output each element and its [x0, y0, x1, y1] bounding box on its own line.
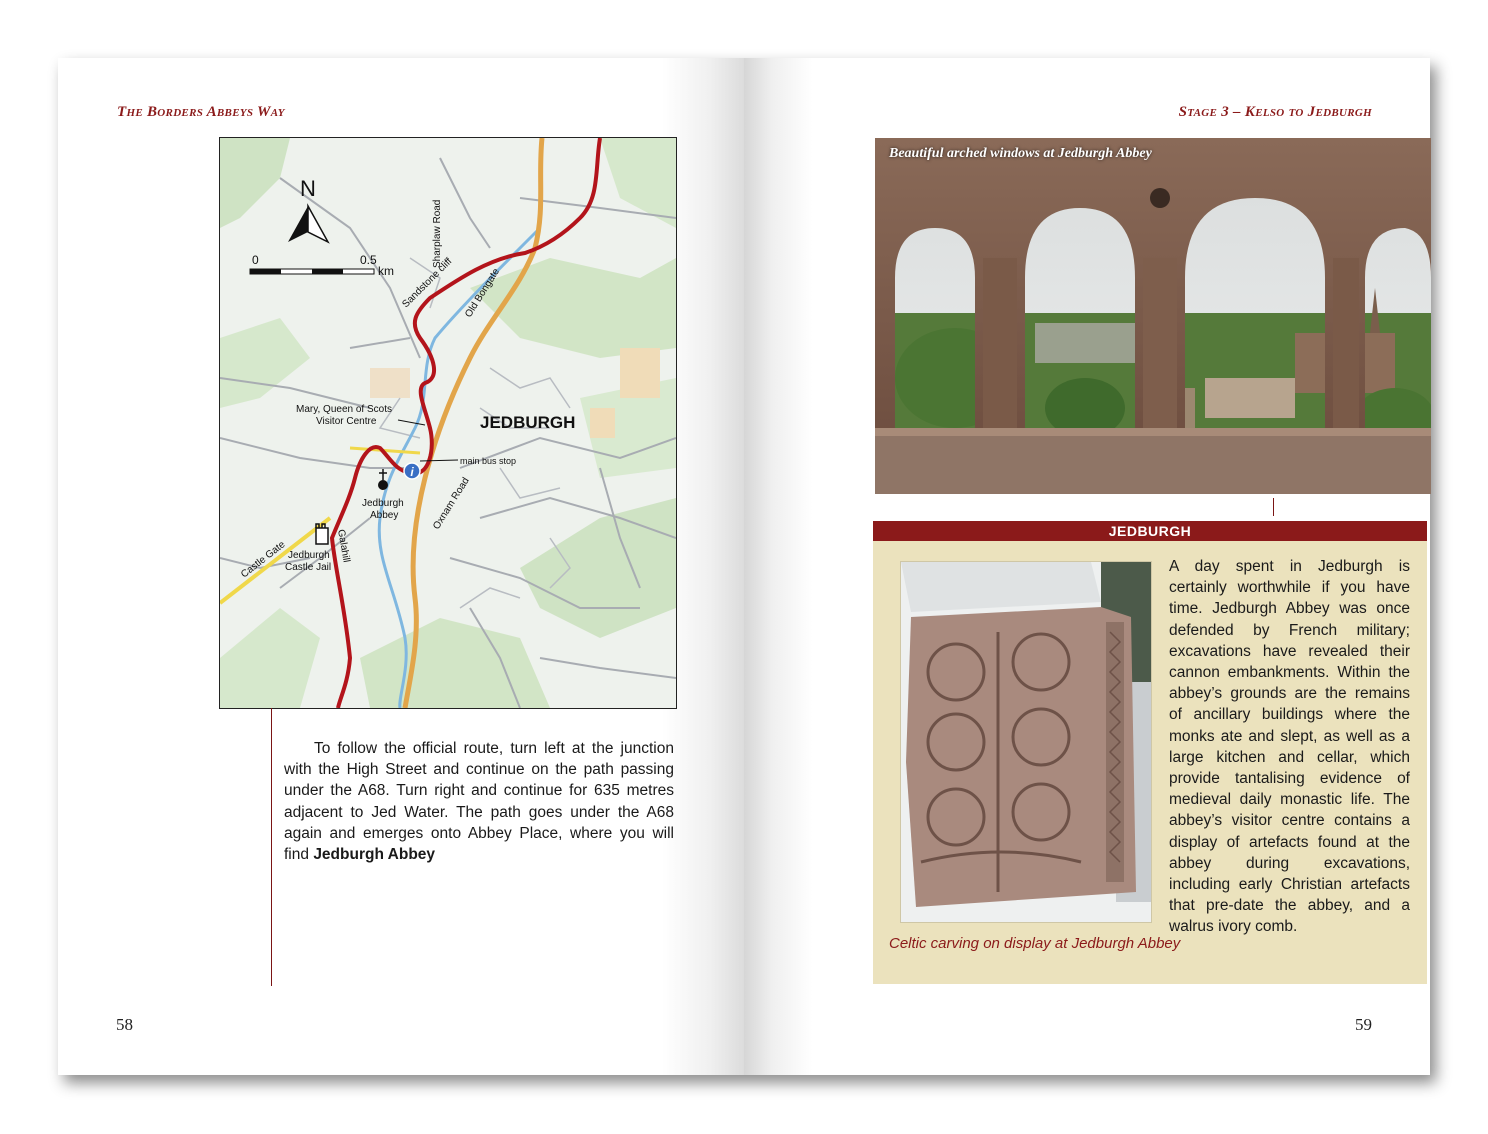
running-head-right: Stage 3 – Kelso to Jedburgh [1178, 104, 1372, 120]
svg-text:Castle Jail: Castle Jail [285, 562, 332, 573]
running-head-left: The Borders Abbeys Way [117, 104, 285, 120]
map-town-label: JEDBURGH [480, 413, 576, 432]
book-spread [58, 58, 1430, 1075]
page-number-left: 58 [116, 1015, 133, 1034]
photo-caption: Beautiful arched windows at Jedburgh Abbey [889, 146, 1152, 161]
jedburgh-description: A day spent in Jedburgh is certainly worthwhile if you have time. Jedburgh Abbey was once defended by French military; excavations have revealed their cannon embankments. Within the abbey’s grounds are the remains of ancillary buildings where the monks ate and slept, as well as a large kitchen and cellar, which provide tantalising evidence of medieval daily monastic life. The abbey’s visitor centre contains a display of artefacts found at the abbey during excavations, including early Christian artefacts that pre-date the abbey, and a walrus ivory comb. [1169, 558, 1410, 936]
svg-text:Visitor Centre: Visitor Centre [316, 416, 377, 427]
svg-text:Jedburgh: Jedburgh [362, 498, 404, 509]
left-page [58, 58, 744, 1075]
svg-text:Abbey: Abbey [370, 510, 399, 521]
box-heading: JEDBURGH [873, 521, 1427, 541]
photo-rule [1273, 498, 1274, 516]
svg-text:Old Bongate: Old Bongate [463, 266, 503, 320]
carving-caption: Celtic carving on display at Jedburgh Abbey [889, 935, 1181, 952]
celtic-carving-photo [900, 561, 1152, 923]
svg-text:Sandstone cliff: Sandstone cliff [400, 256, 455, 311]
svg-text:Galahill: Galahill [335, 528, 352, 564]
svg-text:Jedburgh: Jedburgh [288, 550, 330, 561]
page-number-right: 59 [1355, 1015, 1372, 1034]
abbey-arches-photo [875, 138, 1431, 494]
svg-text:Oxnam Road: Oxnam Road [431, 475, 472, 532]
svg-text:i: i [410, 465, 414, 479]
right-page [744, 58, 1430, 1075]
svg-text:Mary, Queen of Scots: Mary, Queen of Scots [296, 404, 392, 415]
svg-text:Sharplaw Road: Sharplaw Road [432, 199, 443, 268]
svg-text:km: km [378, 264, 394, 278]
abbey-emphasis: Jedburgh Abbey [313, 846, 436, 864]
svg-text:main bus stop: main bus stop [460, 456, 517, 466]
svg-text:0.5: 0.5 [360, 253, 377, 267]
jedburgh-info-box [873, 521, 1427, 984]
route-map [219, 137, 677, 709]
route-paragraph: To follow the official route, turn left at the junction with the High Street and continue on the path passing under the A68. Turn right and continue for 635 metres adjacent to Jed Water. The path goes under the A68 again and emerges onto Abbey Place, where you will find Jedburgh Abbey [284, 740, 674, 864]
north-label: N [300, 176, 316, 201]
svg-text:Castle Gate: Castle Gate [239, 539, 288, 581]
svg-text:0: 0 [252, 253, 259, 267]
margin-rule [271, 708, 272, 986]
